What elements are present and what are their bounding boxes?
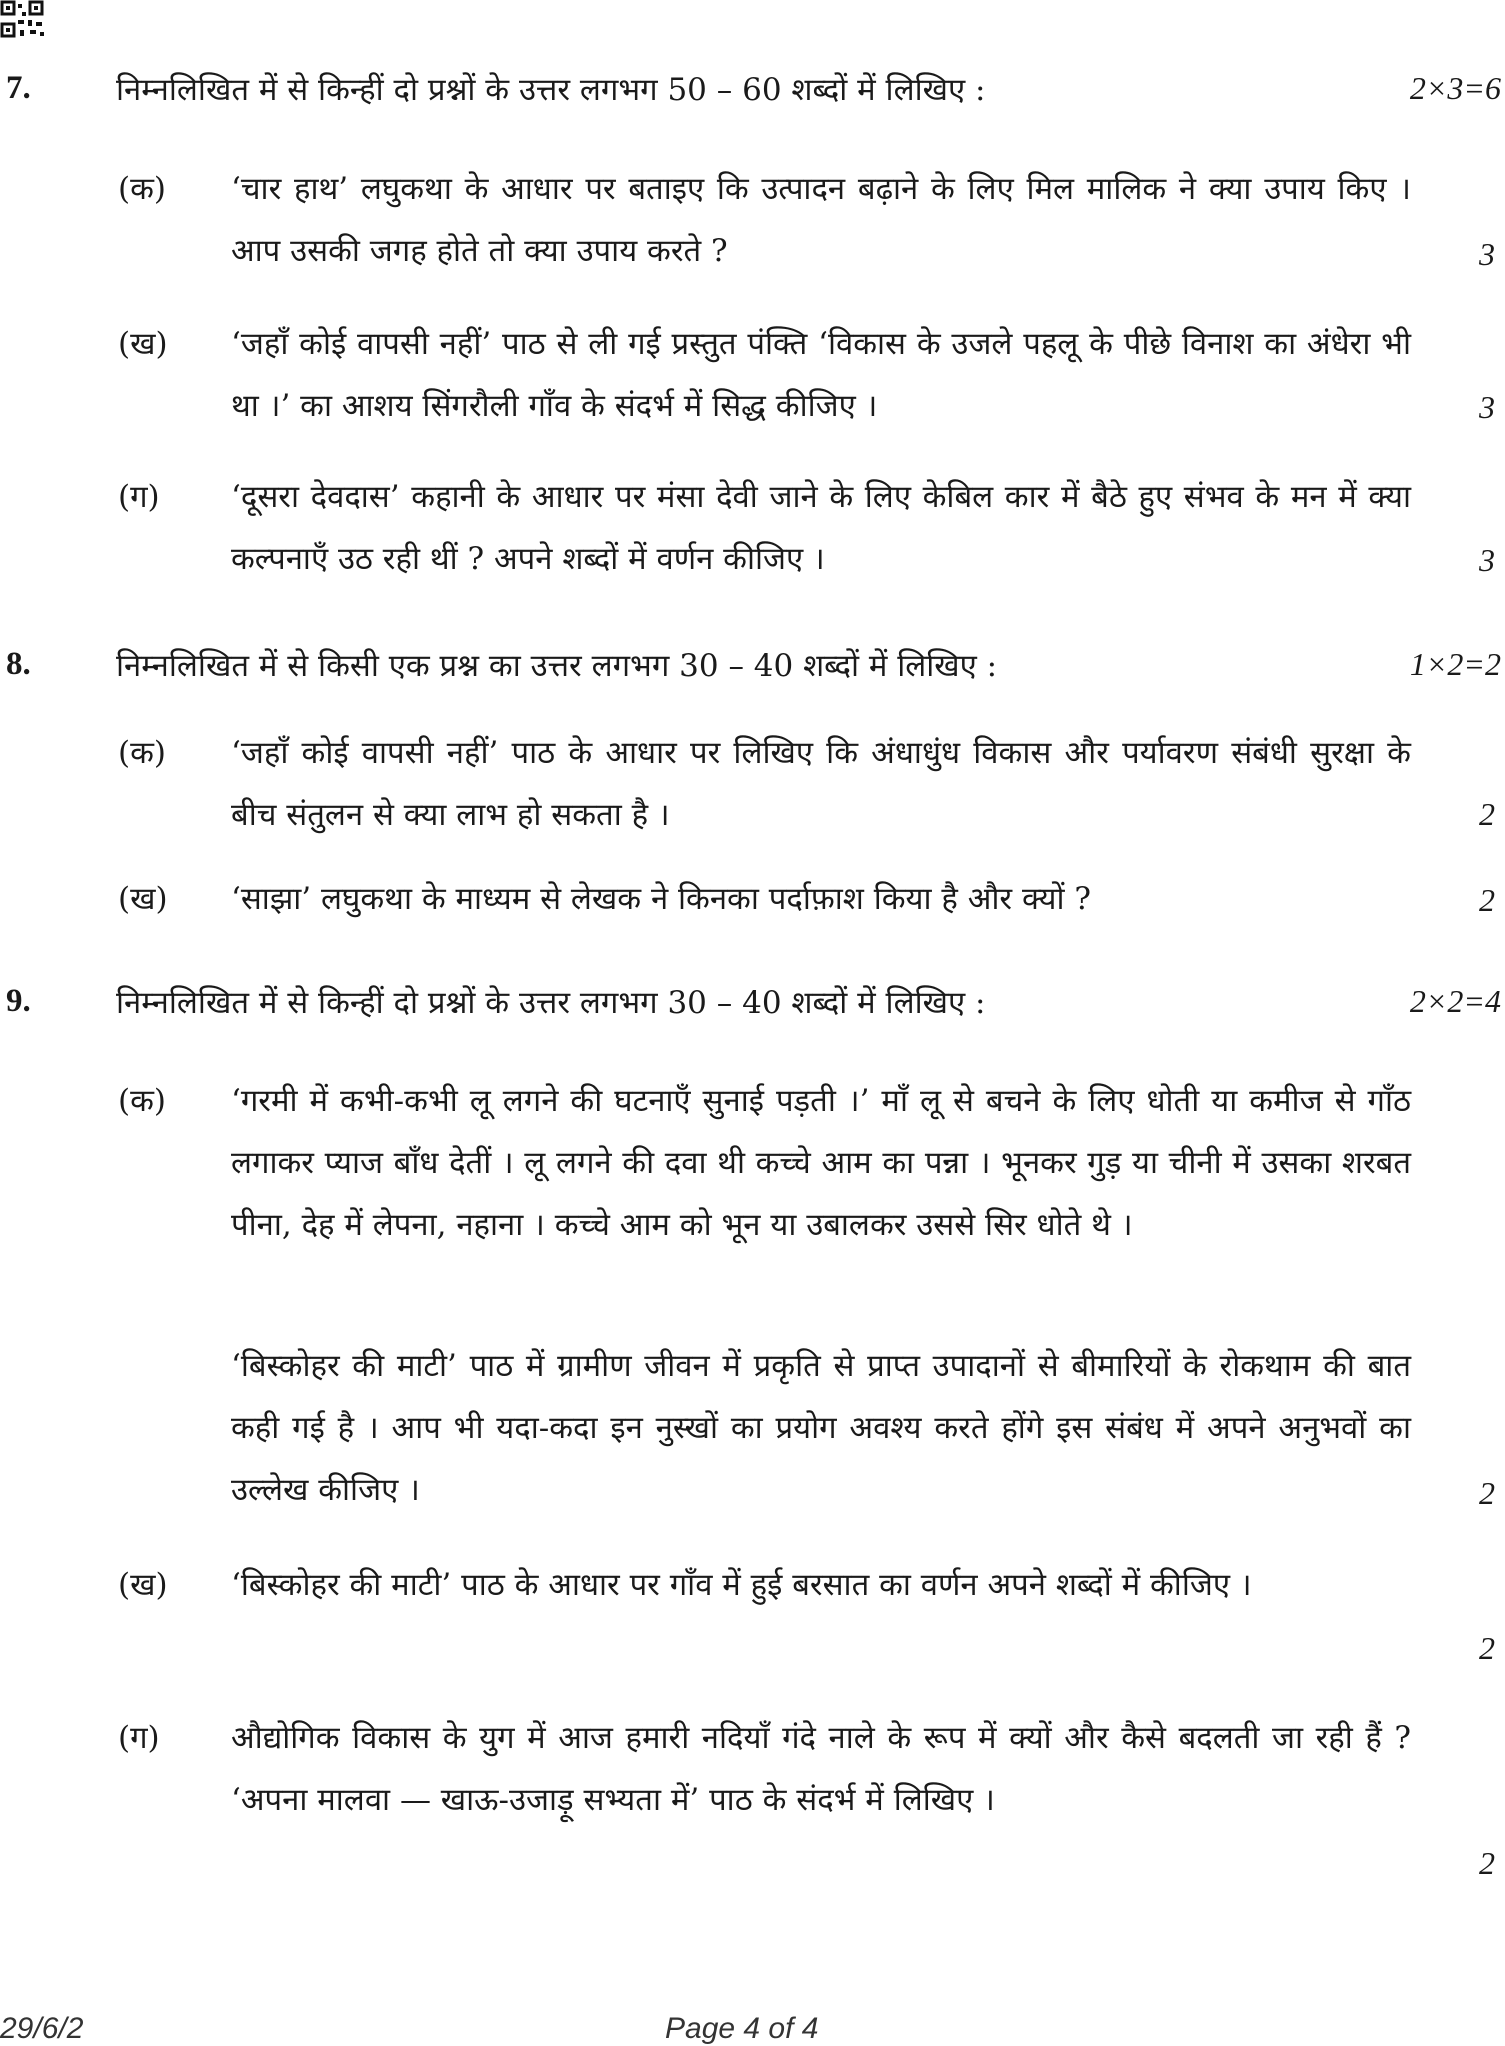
part-text: ‘दूसरा देवदास’ कहानी के आधार पर मंसा देवी जाने के लिए केबिल कार में बैठे हुए संभव के मन में क्या कल्पनाएँ उठ रही थीं ? अपने शब्दों में वर्णन कीजिए । — [231, 479, 1411, 577]
part-label: (क) — [118, 171, 166, 207]
paper-code: 29/6/2 — [0, 2012, 84, 2045]
part-label: (ख) — [118, 1567, 168, 1603]
part-label: (ग) — [118, 1720, 160, 1756]
part-marks: 2 — [1479, 882, 1495, 918]
part-label: (क) — [118, 735, 166, 771]
question-marks: 1×2=2 — [1409, 646, 1501, 682]
part-label: (ग) — [118, 479, 160, 515]
part-text: ‘जहाँ कोई वापसी नहीं’ पाठ से ली गई प्रस्तुत पंक्ति ‘विकास के उजले पहलू के पीछे विनाश का अंधेरा भी था ।’ का आशय सिंगरौली गाँव के संदर्भ में सिद्ध कीजिए । — [231, 326, 1411, 424]
part-text: ‘जहाँ कोई वापसी नहीं’ पाठ के आधार पर लिखिए कि अंधाधुंध विकास और पर्यावरण संबंधी सुरक्षा के बीच संतुलन से क्या लाभ हो सकता है । — [231, 735, 1411, 833]
part-marks: 2 — [1479, 1630, 1495, 1666]
question-number: 7. — [6, 70, 31, 106]
part-label: (ख) — [118, 326, 168, 362]
question-heading: निम्नलिखित में से किसी एक प्रश्न का उत्तर लगभग 30 – 40 शब्दों में लिखिए : — [116, 648, 998, 684]
part-text-continued: ‘बिस्कोहर की माटी’ पाठ में ग्रामीण जीवन में प्रकृति से प्राप्त उपादानों से बीमारियों के रोकथाम की बात कही गई है । आप भी यदा-कदा इन नुस्खों का प्रयोग अवश्य करते होंगे इस संबंध में अपने अनुभवों का उल्लेख कीजिए । — [231, 1348, 1411, 1508]
part-text: ‘चार हाथ’ लघुकथा के आधार पर बताइए कि उत्पादन बढ़ाने के लिए मिल मालिक ने क्या उपाय किए । आप उसकी जगह होते तो क्या उपाय करते ? — [231, 171, 1411, 269]
part-label: (क) — [118, 1083, 166, 1119]
qr-code-icon — [0, 0, 50, 40]
question-marks: 2×2=4 — [1409, 983, 1501, 1019]
question-number: 8. — [6, 646, 31, 682]
part-marks: 3 — [1479, 236, 1495, 272]
question-number: 9. — [6, 983, 31, 1019]
question-heading: निम्नलिखित में से किन्हीं दो प्रश्नों के उत्तर लगभग 50 – 60 शब्दों में लिखिए : — [116, 72, 986, 108]
question-heading: निम्नलिखित में से किन्हीं दो प्रश्नों के उत्तर लगभग 30 – 40 शब्दों में लिखिए : — [116, 985, 986, 1021]
part-text: औद्योगिक विकास के युग में आज हमारी नदियाँ गंदे नाले के रूप में क्यों और कैसे बदलती जा रही हैं ? ‘अपना मालवा — खाऊ-उजाड़ू सभ्यता में’ पाठ के संदर्भ में लिखिए । — [231, 1720, 1411, 1818]
part-marks: 3 — [1479, 542, 1495, 578]
part-marks: 3 — [1479, 389, 1495, 425]
page-number: Page 4 of 4 — [665, 2012, 819, 2045]
question-marks: 2×3=6 — [1409, 70, 1501, 106]
part-marks: 2 — [1479, 1845, 1495, 1881]
part-marks: 2 — [1479, 1475, 1495, 1511]
part-text: ‘बिस्कोहर की माटी’ पाठ के आधार पर गाँव में हुई बरसात का वर्णन अपने शब्दों में कीजिए । — [231, 1567, 1252, 1603]
part-marks: 2 — [1479, 796, 1495, 832]
part-text: ‘साझा’ लघुकथा के माध्यम से लेखक ने किनका पर्दाफ़ाश किया है और क्यों ? — [231, 881, 1092, 917]
part-text: ‘गरमी में कभी-कभी लू लगने की घटनाएँ सुनाई पड़ती ।’ माँ लू से बचने के लिए धोती या कमीज से गाँठ लगाकर प्याज बाँध देतीं । लू लगने की दवा थी कच्चे आम का पन्ना । भूनकर गुड़ या चीनी में उसका शरबत पीना, देह में लेपना, नहाना । कच्चे आम को भून या उबालकर उससे सिर धोते थे । — [231, 1083, 1411, 1243]
part-label: (ख) — [118, 881, 168, 917]
